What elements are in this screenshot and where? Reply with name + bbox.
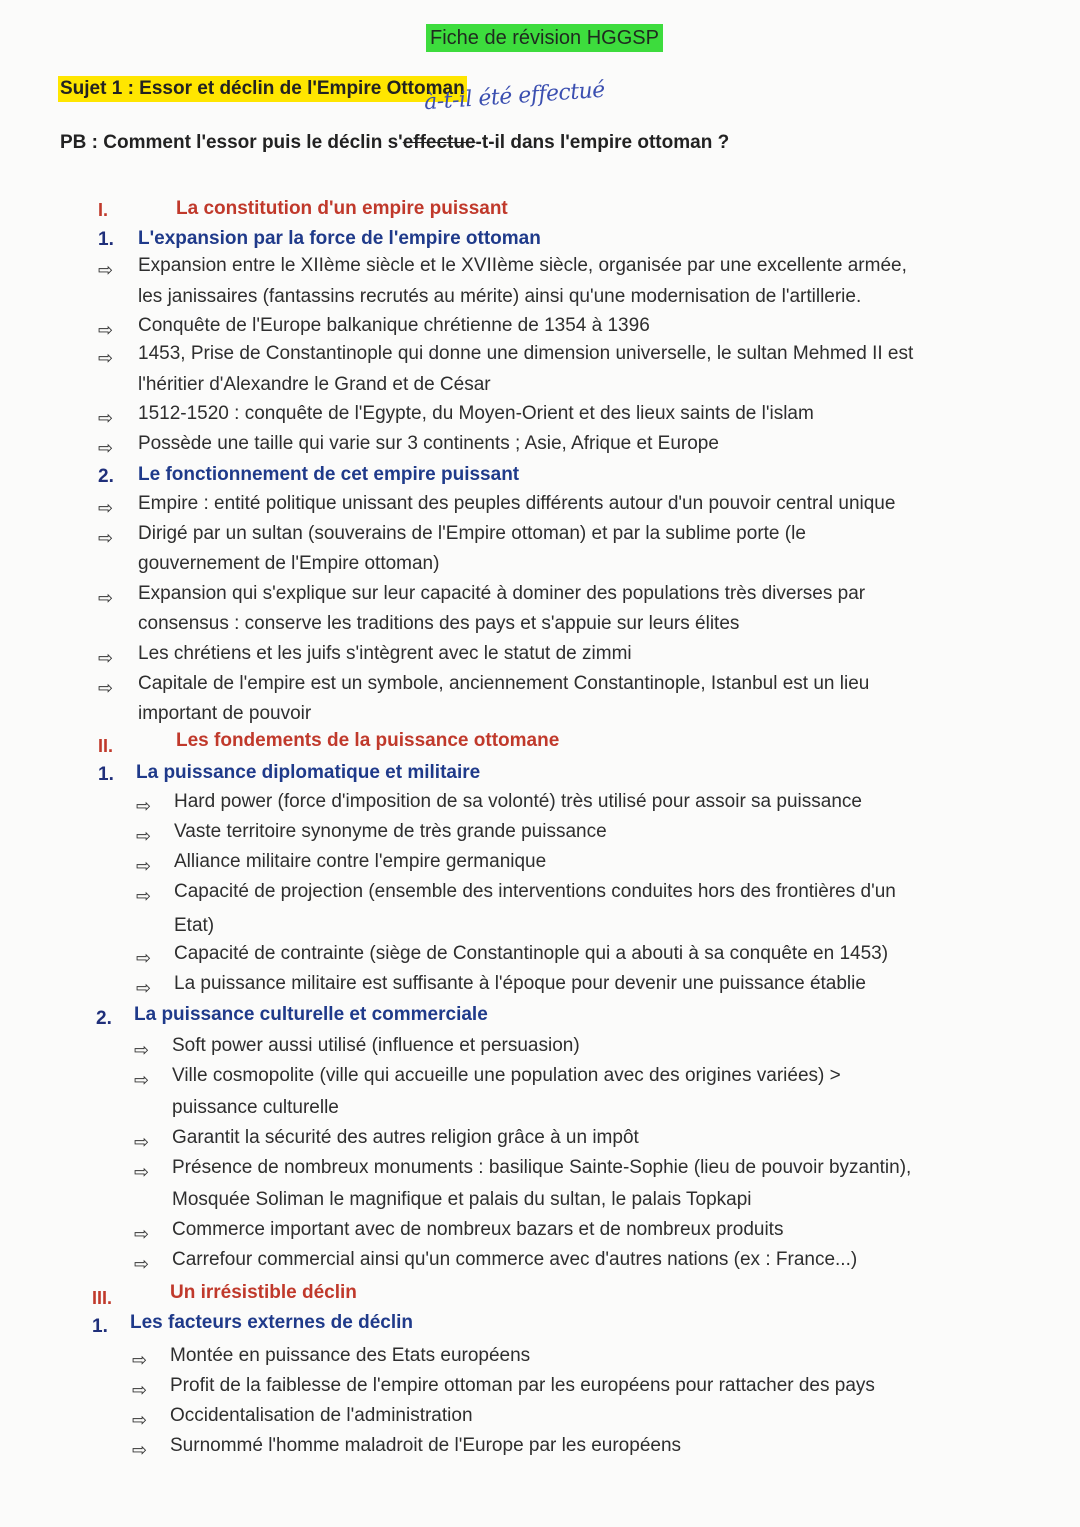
bullet-text: Hard power (force d'imposition de sa volonté) très utilisé pour assoir sa puissance bbox=[174, 791, 862, 812]
subsection-number: 2. bbox=[98, 466, 114, 487]
bullet-text-continuation: consensus : conserve les traditions des pays et s'appuie sur leurs élites bbox=[138, 613, 740, 634]
arrow-bullet-icon: ⇨ bbox=[136, 948, 152, 968]
arrow-bullet-icon: ⇨ bbox=[134, 1040, 150, 1060]
arrow-bullet-icon: ⇨ bbox=[134, 1254, 150, 1274]
bullet-text: La puissance militaire est suffisante à l'époque pour devenir une puissance établie bbox=[174, 973, 866, 994]
problem-struck-word: effectue bbox=[402, 132, 476, 153]
bullet-text: Expansion qui s'explique sur leur capacité à dominer des populations très diverses par bbox=[138, 583, 866, 604]
bullet-text: Capitale de l'empire est un symbole, anciennement Constantinople, Istanbul est un lieu bbox=[138, 673, 870, 694]
bullet-text: Occidentalisation de l'administration bbox=[170, 1405, 473, 1426]
section-title: Les fondements de la puissance ottomane bbox=[176, 730, 560, 751]
problem-suffix: -t-il dans l'empire ottoman ? bbox=[475, 132, 730, 153]
bullet-text: Ville cosmopolite (ville qui accueille une population avec des origines variées) > bbox=[172, 1065, 841, 1086]
bullet-text-continuation: gouvernement de l'Empire ottoman) bbox=[138, 553, 440, 574]
bullet-text: Alliance militaire contre l'empire germanique bbox=[174, 851, 547, 872]
bullet-text-continuation: important de pouvoir bbox=[138, 703, 312, 724]
arrow-bullet-icon: ⇨ bbox=[132, 1380, 148, 1400]
arrow-bullet-icon: ⇨ bbox=[98, 260, 114, 280]
bullet-text: Conquête de l'Europe balkanique chrétienne de 1354 à 1396 bbox=[138, 315, 650, 336]
arrow-bullet-icon: ⇨ bbox=[98, 348, 114, 368]
arrow-bullet-icon: ⇨ bbox=[98, 528, 114, 548]
section-numeral: I. bbox=[98, 200, 109, 220]
bullet-text: Les chrétiens et les juifs s'intègrent avec le statut de zimmi bbox=[138, 643, 632, 664]
bullet-text-continuation: les janissaires (fantassins recrutés au mérite) ainsi qu'une modernisation de l'artillerie. bbox=[138, 286, 862, 307]
problem-statement bbox=[60, 132, 729, 154]
bullet-text: Profit de la faiblesse de l'empire ottoman par les européens pour rattacher des pays bbox=[170, 1375, 875, 1396]
arrow-bullet-icon: ⇨ bbox=[136, 856, 152, 876]
bullet-text: Montée en puissance des Etats européens bbox=[170, 1345, 531, 1366]
bullet-text: 1512-1520 : conquête de l'Egypte, du Moyen-Orient et des lieux saints de l'islam bbox=[138, 403, 814, 424]
subject-heading: Sujet 1 : Essor et déclin de l'Empire Ottoman bbox=[58, 76, 467, 102]
subsection-title: La puissance diplomatique et militaire bbox=[136, 762, 481, 783]
bullet-text: Soft power aussi utilisé (influence et persuasion) bbox=[172, 1035, 580, 1056]
document-title: Fiche de révision HGGSP bbox=[426, 24, 663, 52]
arrow-bullet-icon: ⇨ bbox=[132, 1350, 148, 1370]
bullet-text-continuation: puissance culturelle bbox=[172, 1097, 339, 1118]
bullet-text: Présence de nombreux monuments : basilique Sainte-Sophie (lieu de pouvoir byzantin), bbox=[172, 1157, 912, 1178]
arrow-bullet-icon: ⇨ bbox=[132, 1410, 148, 1430]
bullet-text-continuation: Mosquée Soliman le magnifique et palais du sultan, le palais Topkapi bbox=[172, 1189, 752, 1210]
handwritten-annotation: à-t-il été effectué bbox=[423, 77, 606, 116]
bullet-text: Carrefour commercial ainsi qu'un commerce avec d'autres nations (ex : France...) bbox=[172, 1249, 858, 1270]
arrow-bullet-icon: ⇨ bbox=[134, 1224, 150, 1244]
subsection-title: Les facteurs externes de déclin bbox=[130, 1312, 414, 1333]
section-title: Un irrésistible déclin bbox=[170, 1282, 357, 1303]
subsection-number: 2. bbox=[96, 1008, 112, 1029]
section-title: La constitution d'un empire puissant bbox=[176, 198, 508, 219]
arrow-bullet-icon: ⇨ bbox=[132, 1440, 148, 1460]
arrow-bullet-icon: ⇨ bbox=[136, 978, 152, 998]
section-numeral: III. bbox=[92, 1288, 113, 1308]
bullet-text: Expansion entre le XIIème siècle et le XVIIème siècle, organisée par une excellente armée, bbox=[138, 255, 907, 276]
subsection-title: Le fonctionnement de cet empire puissant bbox=[138, 464, 520, 485]
subsection-number: 1. bbox=[98, 764, 114, 785]
arrow-bullet-icon: ⇨ bbox=[136, 826, 152, 846]
arrow-bullet-icon: ⇨ bbox=[98, 588, 114, 608]
arrow-bullet-icon: ⇨ bbox=[98, 498, 114, 518]
arrow-bullet-icon: ⇨ bbox=[134, 1162, 150, 1182]
bullet-text-continuation: Etat) bbox=[174, 915, 215, 936]
bullet-text: Garantit la sécurité des autres religion grâce à un impôt bbox=[172, 1127, 639, 1148]
arrow-bullet-icon: ⇨ bbox=[98, 678, 114, 698]
arrow-bullet-icon: ⇨ bbox=[98, 648, 114, 668]
subsection-title: L'expansion par la force de l'empire ottoman bbox=[138, 228, 541, 249]
subsection-number: 1. bbox=[92, 1316, 108, 1337]
bullet-text: Capacité de projection (ensemble des interventions conduites hors des frontières d'un bbox=[174, 881, 896, 902]
subsection-title: La puissance culturelle et commerciale bbox=[134, 1004, 488, 1025]
section-numeral: II. bbox=[98, 736, 114, 756]
bullet-text: Surnommé l'homme maladroit de l'Europe par les européens bbox=[170, 1435, 682, 1456]
arrow-bullet-icon: ⇨ bbox=[98, 438, 114, 458]
bullet-text: Possède une taille qui varie sur 3 continents ; Asie, Afrique et Europe bbox=[138, 433, 719, 454]
bullet-text: Empire : entité politique unissant des peuples différents autour d'un pouvoir central unique bbox=[138, 493, 896, 514]
problem-prefix: PB : Comment l'essor puis le déclin s' bbox=[60, 132, 403, 153]
bullet-text: Vaste territoire synonyme de très grande puissance bbox=[174, 821, 607, 842]
bullet-text: 1453, Prise de Constantinople qui donne une dimension universelle, le sultan Mehmed II est bbox=[138, 343, 914, 364]
bullet-text: Capacité de contrainte (siège de Constantinople qui a abouti à sa conquête en 1453) bbox=[174, 943, 889, 964]
arrow-bullet-icon: ⇨ bbox=[98, 320, 114, 340]
arrow-bullet-icon: ⇨ bbox=[134, 1132, 150, 1152]
subsection-number: 1. bbox=[98, 229, 114, 250]
arrow-bullet-icon: ⇨ bbox=[134, 1070, 150, 1090]
arrow-bullet-icon: ⇨ bbox=[136, 886, 152, 906]
arrow-bullet-icon: ⇨ bbox=[136, 796, 152, 816]
arrow-bullet-icon: ⇨ bbox=[98, 408, 114, 428]
bullet-text-continuation: l'héritier d'Alexandre le Grand et de César bbox=[138, 374, 491, 395]
bullet-text: Dirigé par un sultan (souverains de l'Empire ottoman) et par la sublime porte (le bbox=[138, 523, 806, 544]
bullet-text: Commerce important avec de nombreux bazars et de nombreux produits bbox=[172, 1219, 784, 1240]
